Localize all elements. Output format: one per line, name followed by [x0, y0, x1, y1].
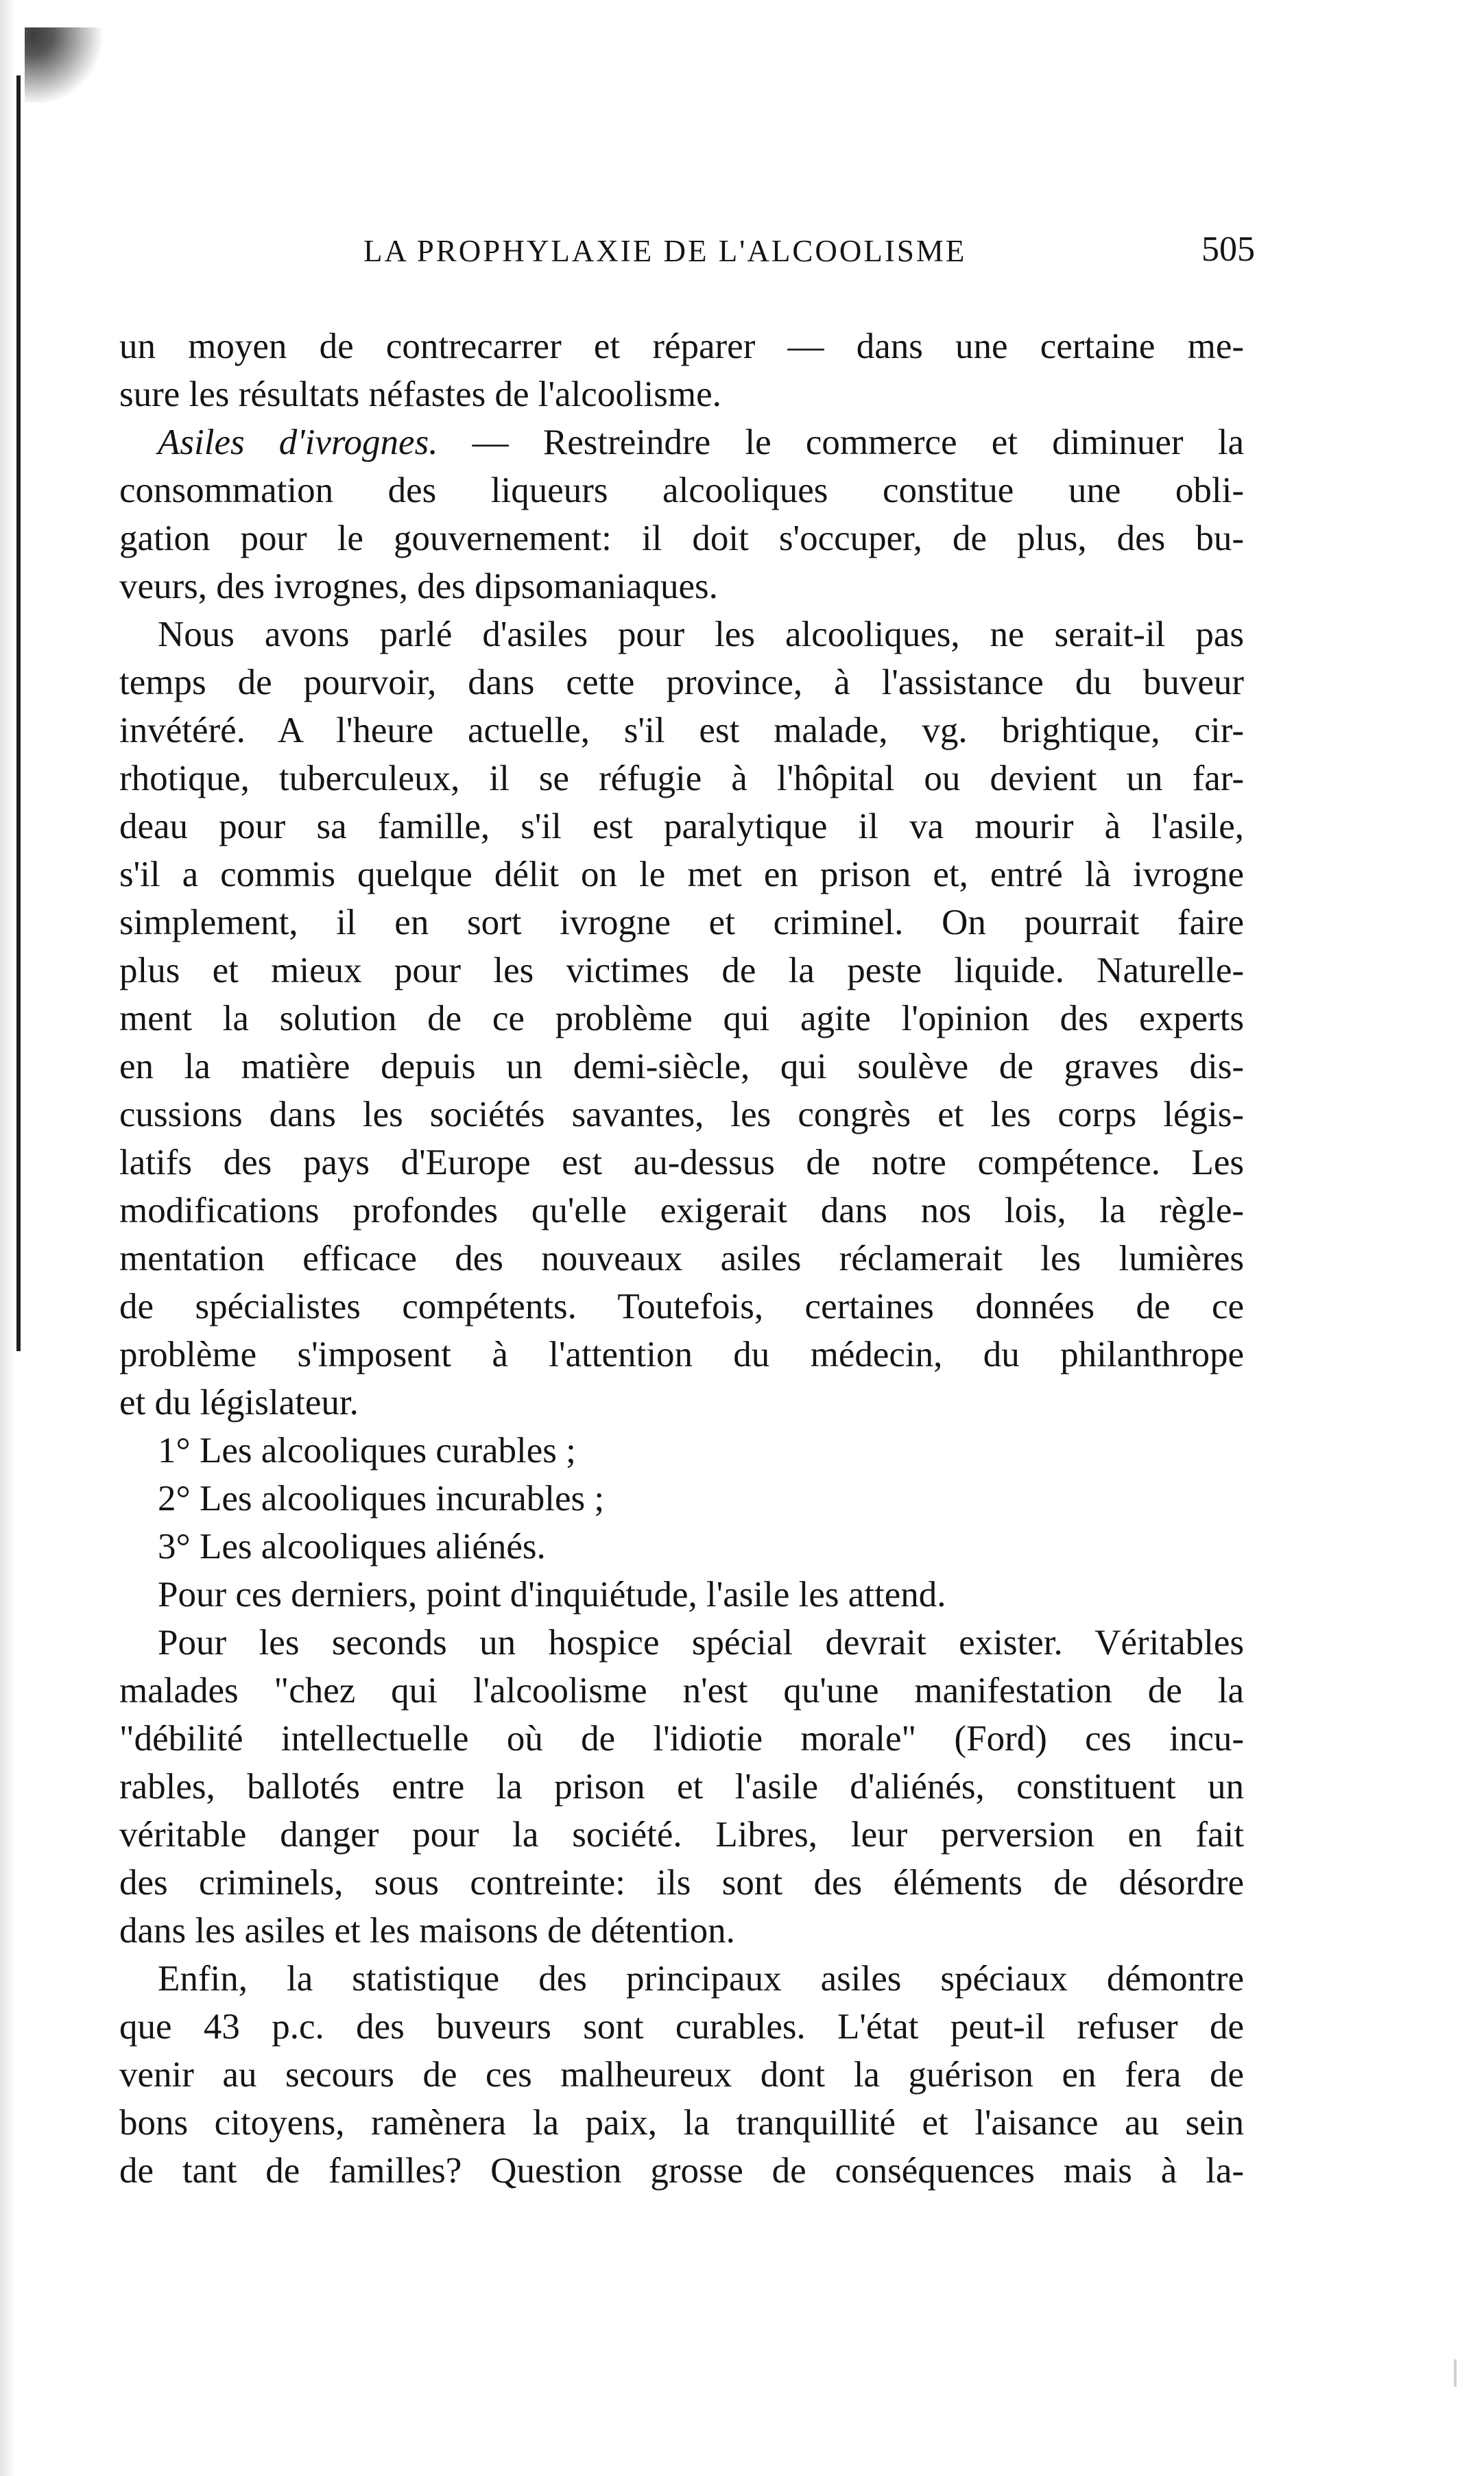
body-text — [119, 322, 1244, 2195]
running-head: LA PROPHYLAXIE DE L'ALCOOLISME — [363, 234, 967, 268]
binding-shadow — [16, 75, 21, 1351]
text-line: cussions dans les sociétés savantes, les congrès et les corps légis- — [119, 1095, 1244, 1134]
text-line: modifications profondes qu'elle exigerait dans nos lois, la règle- — [119, 1191, 1244, 1230]
list-item: 1° Les alcooliques curables ; — [158, 1431, 576, 1471]
text-line: plus et mieux pour les victimes de la peste liquide. Naturelle- — [119, 951, 1244, 990]
text-line: deau pour sa famille, s'il est paralytique il va mourir à l'asile, — [119, 807, 1244, 846]
text-line: que 43 p.c. des buveurs sont curables. L'état peut-il refuser de — [119, 2007, 1244, 2047]
text-line: Pour ces derniers, point d'inquiétude, l'asile les attend. — [158, 1575, 946, 1615]
text-line: latifs des pays d'Europe est au-dessus de notre compétence. Les — [119, 1143, 1244, 1182]
text-line: et du législateur. — [119, 1383, 359, 1422]
text-line: dans les asiles et les maisons de détention. — [119, 1911, 735, 1951]
page-edge — [0, 0, 15, 2476]
text-line: de tant de familles? Question grosse de conséquences mais à la- — [119, 2151, 1244, 2191]
section-heading-asiles: Asiles d'ivrognes. — [158, 422, 438, 462]
text-line: invétéré. A l'heure actuelle, s'il est malade, vg. brightique, cir- — [119, 711, 1244, 750]
text-line: problème s'imposent à l'attention du médecin, du philanthrope — [119, 1335, 1244, 1374]
text-line: de spécialistes compétents. Toutefois, certaines données de ce — [119, 1287, 1244, 1326]
list-item: 2° Les alcooliques incurables ; — [158, 1479, 605, 1519]
scan-smudge — [25, 27, 107, 103]
page-header — [336, 221, 1255, 283]
text-line: un moyen de contrecarrer et réparer — dans une certaine me- — [119, 326, 1244, 366]
page-number: 505 — [1201, 230, 1255, 269]
text-line: simplement, il en sort ivrogne et criminel. On pourrait faire — [119, 903, 1244, 942]
text-line: Enfin, la statistique des principaux asiles spéciaux démontre — [158, 1959, 1244, 1999]
text-line: Nous avons parlé d'asiles pour les alcooliques, ne serait-il pas — [158, 615, 1244, 654]
text-line: rables, ballotés entre la prison et l'asile d'aliénés, constituent un — [119, 1767, 1244, 1807]
text-line: en la matière depuis un demi-siècle, qui soulève de graves dis- — [119, 1047, 1244, 1086]
text-line: s'il a commis quelque délit on le met en prison et, entré là ivrogne — [119, 855, 1244, 894]
text-line: consommation des liqueurs alcooliques constitue une obli- — [119, 471, 1244, 510]
text-line: mentation efficace des nouveaux asiles réclamerait les lumières — [119, 1239, 1244, 1278]
text-line: — Restreindre le commerce et diminuer la — [472, 422, 1245, 462]
text-line: gation pour le gouvernement: il doit s'occuper, de plus, des bu- — [119, 519, 1244, 558]
text-line: venir au secours de ces malheureux dont la guérison en fera de — [119, 2055, 1244, 2095]
text-line: bons citoyens, ramènera la paix, la tranquillité et l'aisance au sein — [119, 2103, 1244, 2143]
text-line: veurs, des ivrognes, des dipsomaniaques. — [119, 567, 718, 606]
scan-edge-mark — [1454, 2359, 1457, 2387]
text-line: des criminels, sous contreinte: ils sont des éléments de désordre — [119, 1863, 1244, 1903]
text-line: "débilité intellectuelle où de l'idiotie morale" (Ford) ces incu- — [119, 1719, 1244, 1759]
list-item: 3° Les alcooliques aliénés. — [158, 1527, 546, 1567]
text-line: temps de pourvoir, dans cette province, à l'assistance du buveur — [119, 663, 1244, 702]
text-line: sure les résultats néfastes de l'alcoolisme. — [119, 374, 721, 414]
text-line: rhotique, tuberculeux, il se réfugie à l'hôpital ou devient un far- — [119, 759, 1244, 798]
text-line-with-heading — [119, 418, 1244, 466]
text-line: véritable danger pour la société. Libres, leur perversion en fait — [119, 1815, 1244, 1855]
text-line: malades "chez qui l'alcoolisme n'est qu'une manifestation de la — [119, 1671, 1244, 1711]
text-line: ment la solution de ce problème qui agite l'opinion des experts — [119, 999, 1244, 1038]
text-line: Pour les seconds un hospice spécial devrait exister. Véritables — [158, 1623, 1244, 1663]
